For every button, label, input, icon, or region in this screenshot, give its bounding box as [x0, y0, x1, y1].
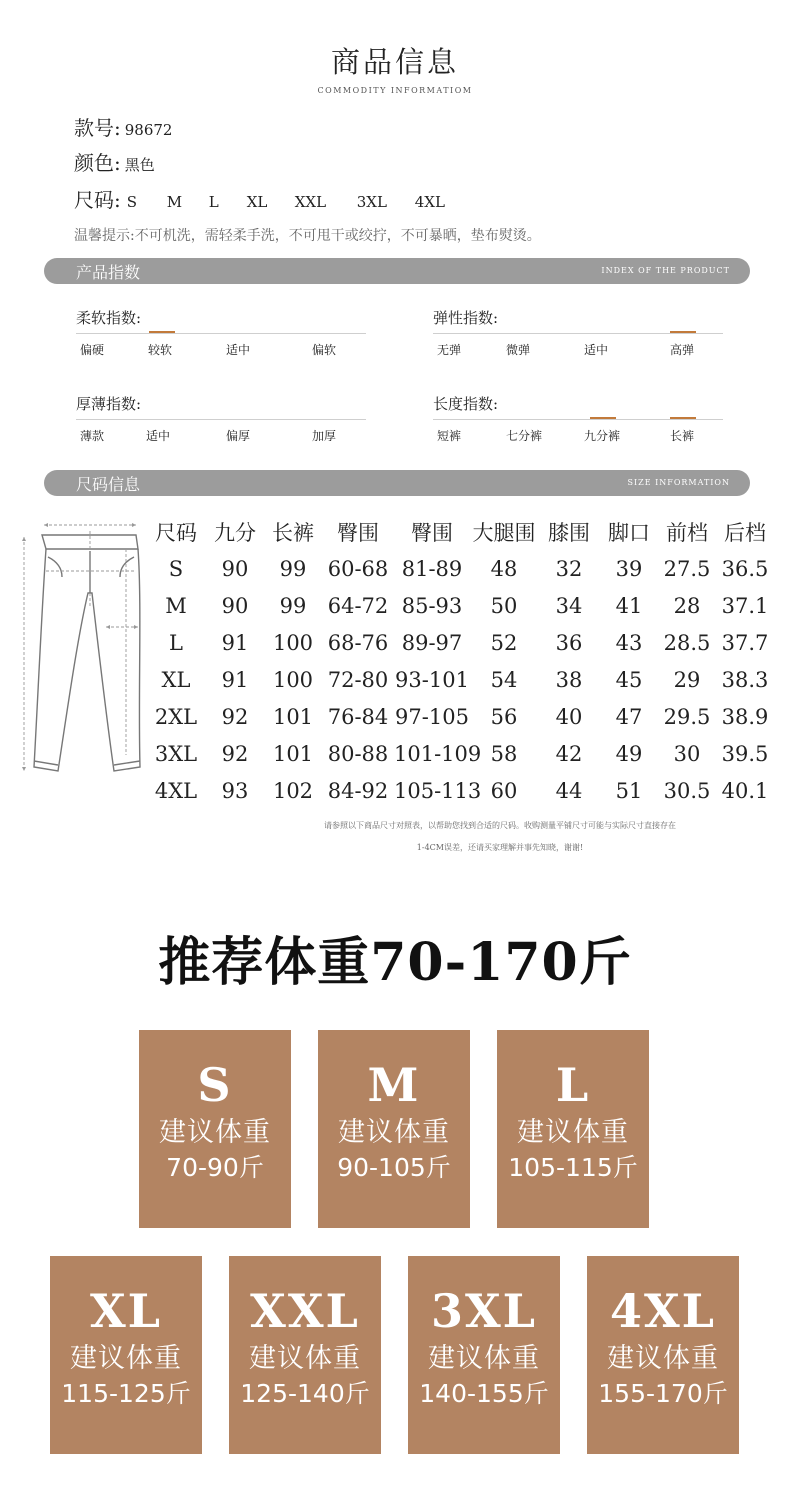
table-row	[146, 661, 774, 698]
table-header-cell: 脚口	[608, 520, 650, 545]
index-option: 微弹	[506, 343, 531, 357]
size-section-title: 尺码信息	[76, 475, 141, 494]
table-row	[146, 624, 774, 661]
index-label: 柔软指数:	[76, 309, 142, 327]
size-option: 4XL	[414, 193, 445, 211]
table-cell: 100	[272, 630, 314, 655]
recommend-title: 推荐体重70-170斤	[158, 932, 632, 993]
index-option: 偏软	[312, 343, 337, 357]
index-option: 七分裤	[506, 429, 543, 443]
weight-box-range: 155-170斤	[598, 1379, 728, 1408]
table-cell: 41	[615, 593, 643, 618]
table-cell: 2XL	[154, 704, 198, 729]
table-cell: 3XL	[154, 741, 198, 766]
size-option: XXL	[294, 193, 327, 211]
pants-diagram-icon	[16, 515, 148, 785]
table-cell: 99	[279, 593, 307, 618]
care-notice: 温馨提示:不可机洗，需轻柔手洗，不可甩干或绞拧，不可暴晒，垫布熨烫。	[74, 228, 541, 244]
weight-box-size: L	[555, 1058, 591, 1112]
table-cell: 68-76	[327, 630, 389, 655]
weight-box-range: 105-115斤	[508, 1153, 638, 1182]
weight-box-label: 建议体重	[249, 1343, 361, 1374]
table-cell: 36.5	[721, 556, 769, 581]
table-cell: 56	[490, 704, 518, 729]
table-cell: 37.1	[721, 593, 769, 618]
size-option: M	[166, 193, 183, 211]
table-cell: L	[169, 630, 183, 655]
weight-box-size: XL	[89, 1284, 163, 1338]
color-row	[74, 147, 155, 176]
color-label: 颜色:	[74, 151, 121, 175]
table-cell: 40	[555, 704, 583, 729]
index-label: 长度指数:	[433, 395, 499, 413]
table-cell: 81-89	[401, 556, 463, 581]
size-option: 3XL	[356, 193, 387, 211]
size-label: 尺码:	[74, 188, 121, 212]
index-marker	[670, 417, 696, 419]
index-option: 短裤	[437, 429, 462, 443]
table-cell: 49	[615, 741, 643, 766]
table-cell: 76-84	[327, 704, 389, 729]
index-option: 薄款	[80, 429, 105, 443]
table-cell: 93-101	[395, 667, 469, 692]
softness-index	[76, 307, 366, 357]
table-cell: 30	[673, 741, 701, 766]
size-row	[74, 184, 455, 213]
index-section-title: 产品指数	[76, 263, 141, 282]
size-section-en: SIZE INFORMATION	[627, 478, 730, 487]
index-option: 长裤	[670, 429, 695, 443]
weight-box-label: 建议体重	[428, 1343, 540, 1374]
table-cell: 92	[221, 741, 249, 766]
table-cell: 45	[615, 667, 643, 692]
index-line	[433, 333, 723, 334]
table-row	[146, 698, 774, 735]
table-cell: 38.9	[721, 704, 769, 729]
page-subtitle: COMMODITY INFORMATIOM	[317, 86, 473, 95]
elasticity-index	[433, 307, 723, 357]
table-cell: 101	[272, 741, 314, 766]
table-cell: 91	[221, 667, 249, 692]
table-cell: 91	[221, 630, 249, 655]
table-cell: 34	[555, 593, 583, 618]
table-cell: 102	[272, 778, 314, 803]
table-header-cell: 臀围	[411, 520, 453, 545]
table-cell: 29	[673, 667, 701, 692]
table-cell: 101-109	[394, 741, 482, 766]
measurement-note-2: 1-4CM误差，还请买家理解并事先知晓，谢谢!	[416, 843, 584, 852]
weight-box-size: 4XL	[609, 1284, 717, 1338]
weight-box-label: 建议体重	[159, 1117, 271, 1148]
weight-box-label: 建议体重	[70, 1343, 182, 1374]
table-row	[146, 735, 774, 772]
table-cell: 105-113	[394, 778, 482, 803]
index-option: 加厚	[312, 429, 337, 443]
index-option: 偏硬	[80, 343, 105, 357]
table-cell: 29.5	[663, 704, 711, 729]
table-cell: 43	[615, 630, 643, 655]
table-header-cell: 后档	[724, 520, 766, 545]
table-cell: 42	[555, 741, 583, 766]
index-section-en: INDEX OF THE PRODUCT	[601, 266, 730, 275]
table-cell: 52	[490, 630, 518, 655]
table-row	[146, 772, 774, 809]
table-cell: 40.1	[721, 778, 769, 803]
index-option: 无弹	[437, 343, 462, 357]
weight-box-label: 建议体重	[338, 1117, 450, 1148]
table-cell: 90	[221, 556, 249, 581]
weight-box-range: 115-125斤	[61, 1379, 191, 1408]
weight-box-size: XXL	[250, 1284, 360, 1338]
index-line	[433, 419, 723, 420]
table-cell: 89-97	[401, 630, 463, 655]
index-option: 较软	[148, 343, 173, 357]
weight-box-size: 3XL	[430, 1284, 538, 1338]
index-label: 厚薄指数:	[76, 395, 142, 413]
weight-box-4xl	[587, 1256, 739, 1454]
weight-box-s	[139, 1030, 291, 1228]
weight-box-xxl	[229, 1256, 381, 1454]
size-section-bar	[44, 470, 750, 496]
index-option: 适中	[584, 343, 609, 357]
weight-box-label: 建议体重	[517, 1117, 629, 1148]
index-option: 高弹	[670, 343, 695, 357]
table-cell: 101	[272, 704, 314, 729]
table-cell: 39	[615, 556, 643, 581]
table-header-cell: 臀围	[337, 520, 379, 545]
table-cell: M	[165, 593, 187, 618]
table-cell: 58	[490, 741, 518, 766]
table-cell: 28	[673, 593, 701, 618]
table-cell: 38	[555, 667, 583, 692]
size-option: L	[208, 193, 219, 211]
table-cell: 54	[490, 667, 518, 692]
weight-box-size: S	[197, 1058, 233, 1112]
table-cell: 37.7	[721, 630, 769, 655]
index-line	[76, 333, 366, 334]
size-options	[127, 193, 455, 211]
table-header-cell: 膝围	[548, 520, 590, 545]
index-option: 偏厚	[226, 429, 251, 443]
table-cell: 39.5	[721, 741, 769, 766]
thickness-index	[76, 393, 366, 443]
table-cell: 90	[221, 593, 249, 618]
table-cell: 36	[555, 630, 583, 655]
color-value: 黑色	[124, 156, 155, 174]
table-cell: 100	[272, 667, 314, 692]
index-section-bar	[44, 258, 750, 284]
weight-box-m	[318, 1030, 470, 1228]
table-cell: XL	[161, 667, 191, 692]
size-option: S	[126, 193, 138, 211]
index-marker	[590, 417, 616, 419]
table-header-row	[146, 513, 774, 550]
table-cell: 85-93	[401, 593, 463, 618]
style-number-value: 98672	[124, 121, 173, 139]
table-cell: 30.5	[663, 778, 711, 803]
table-cell: 80-88	[327, 741, 389, 766]
table-cell: 32	[555, 556, 583, 581]
weight-box-range: 70-90斤	[166, 1153, 264, 1182]
index-label: 弹性指数:	[433, 309, 499, 327]
table-cell: 4XL	[154, 778, 198, 803]
style-number-row	[74, 112, 172, 141]
table-cell: 38.3	[721, 667, 769, 692]
table-cell: 27.5	[663, 556, 711, 581]
table-cell: 84-92	[327, 778, 389, 803]
index-option: 九分裤	[584, 429, 621, 443]
index-line	[76, 419, 366, 420]
table-cell: 92	[221, 704, 249, 729]
table-cell: 97-105	[395, 704, 469, 729]
table-cell: 60	[490, 778, 518, 803]
table-cell: 93	[221, 778, 249, 803]
table-cell: 64-72	[327, 593, 389, 618]
measurement-note: 请参照以下商品尺寸对照表，以帮助您找到合适的尺码。收购测量平铺尺寸可能与实际尺寸直接存在	[324, 821, 676, 830]
weight-box-range: 140-155斤	[419, 1379, 549, 1408]
table-header-cell: 前档	[666, 520, 708, 545]
length-index	[433, 393, 723, 443]
table-cell: S	[168, 556, 184, 581]
table-row	[146, 550, 774, 587]
table-cell: 44	[555, 778, 583, 803]
index-marker	[149, 331, 175, 333]
table-cell: 50	[490, 593, 518, 618]
table-header-cell: 九分	[214, 520, 256, 545]
table-cell: 48	[490, 556, 518, 581]
table-header-cell: 长裤	[272, 520, 314, 545]
table-cell: 99	[279, 556, 307, 581]
index-option: 适中	[146, 429, 171, 443]
table-row	[146, 587, 774, 624]
table-cell: 47	[615, 704, 643, 729]
weight-box-l	[497, 1030, 649, 1228]
table-cell: 28.5	[663, 630, 711, 655]
weight-box-label: 建议体重	[607, 1343, 719, 1374]
index-marker	[670, 331, 696, 333]
table-cell: 60-68	[327, 556, 389, 581]
weight-box-3xl	[408, 1256, 560, 1454]
table-header-cell: 尺码	[155, 520, 197, 545]
weight-box-range: 90-105斤	[337, 1153, 451, 1182]
table-cell: 72-80	[327, 667, 389, 692]
page-title: 商品信息	[330, 45, 459, 79]
weight-box-range: 125-140斤	[240, 1379, 370, 1408]
weight-box-xl	[50, 1256, 202, 1454]
size-chart-table	[146, 513, 774, 809]
weight-box-size: M	[367, 1058, 421, 1112]
size-option: XL	[246, 193, 268, 211]
table-cell: 51	[615, 778, 643, 803]
table-header-cell: 大腿围	[472, 520, 536, 545]
style-number-label: 款号:	[74, 116, 121, 140]
index-option: 适中	[226, 343, 251, 357]
